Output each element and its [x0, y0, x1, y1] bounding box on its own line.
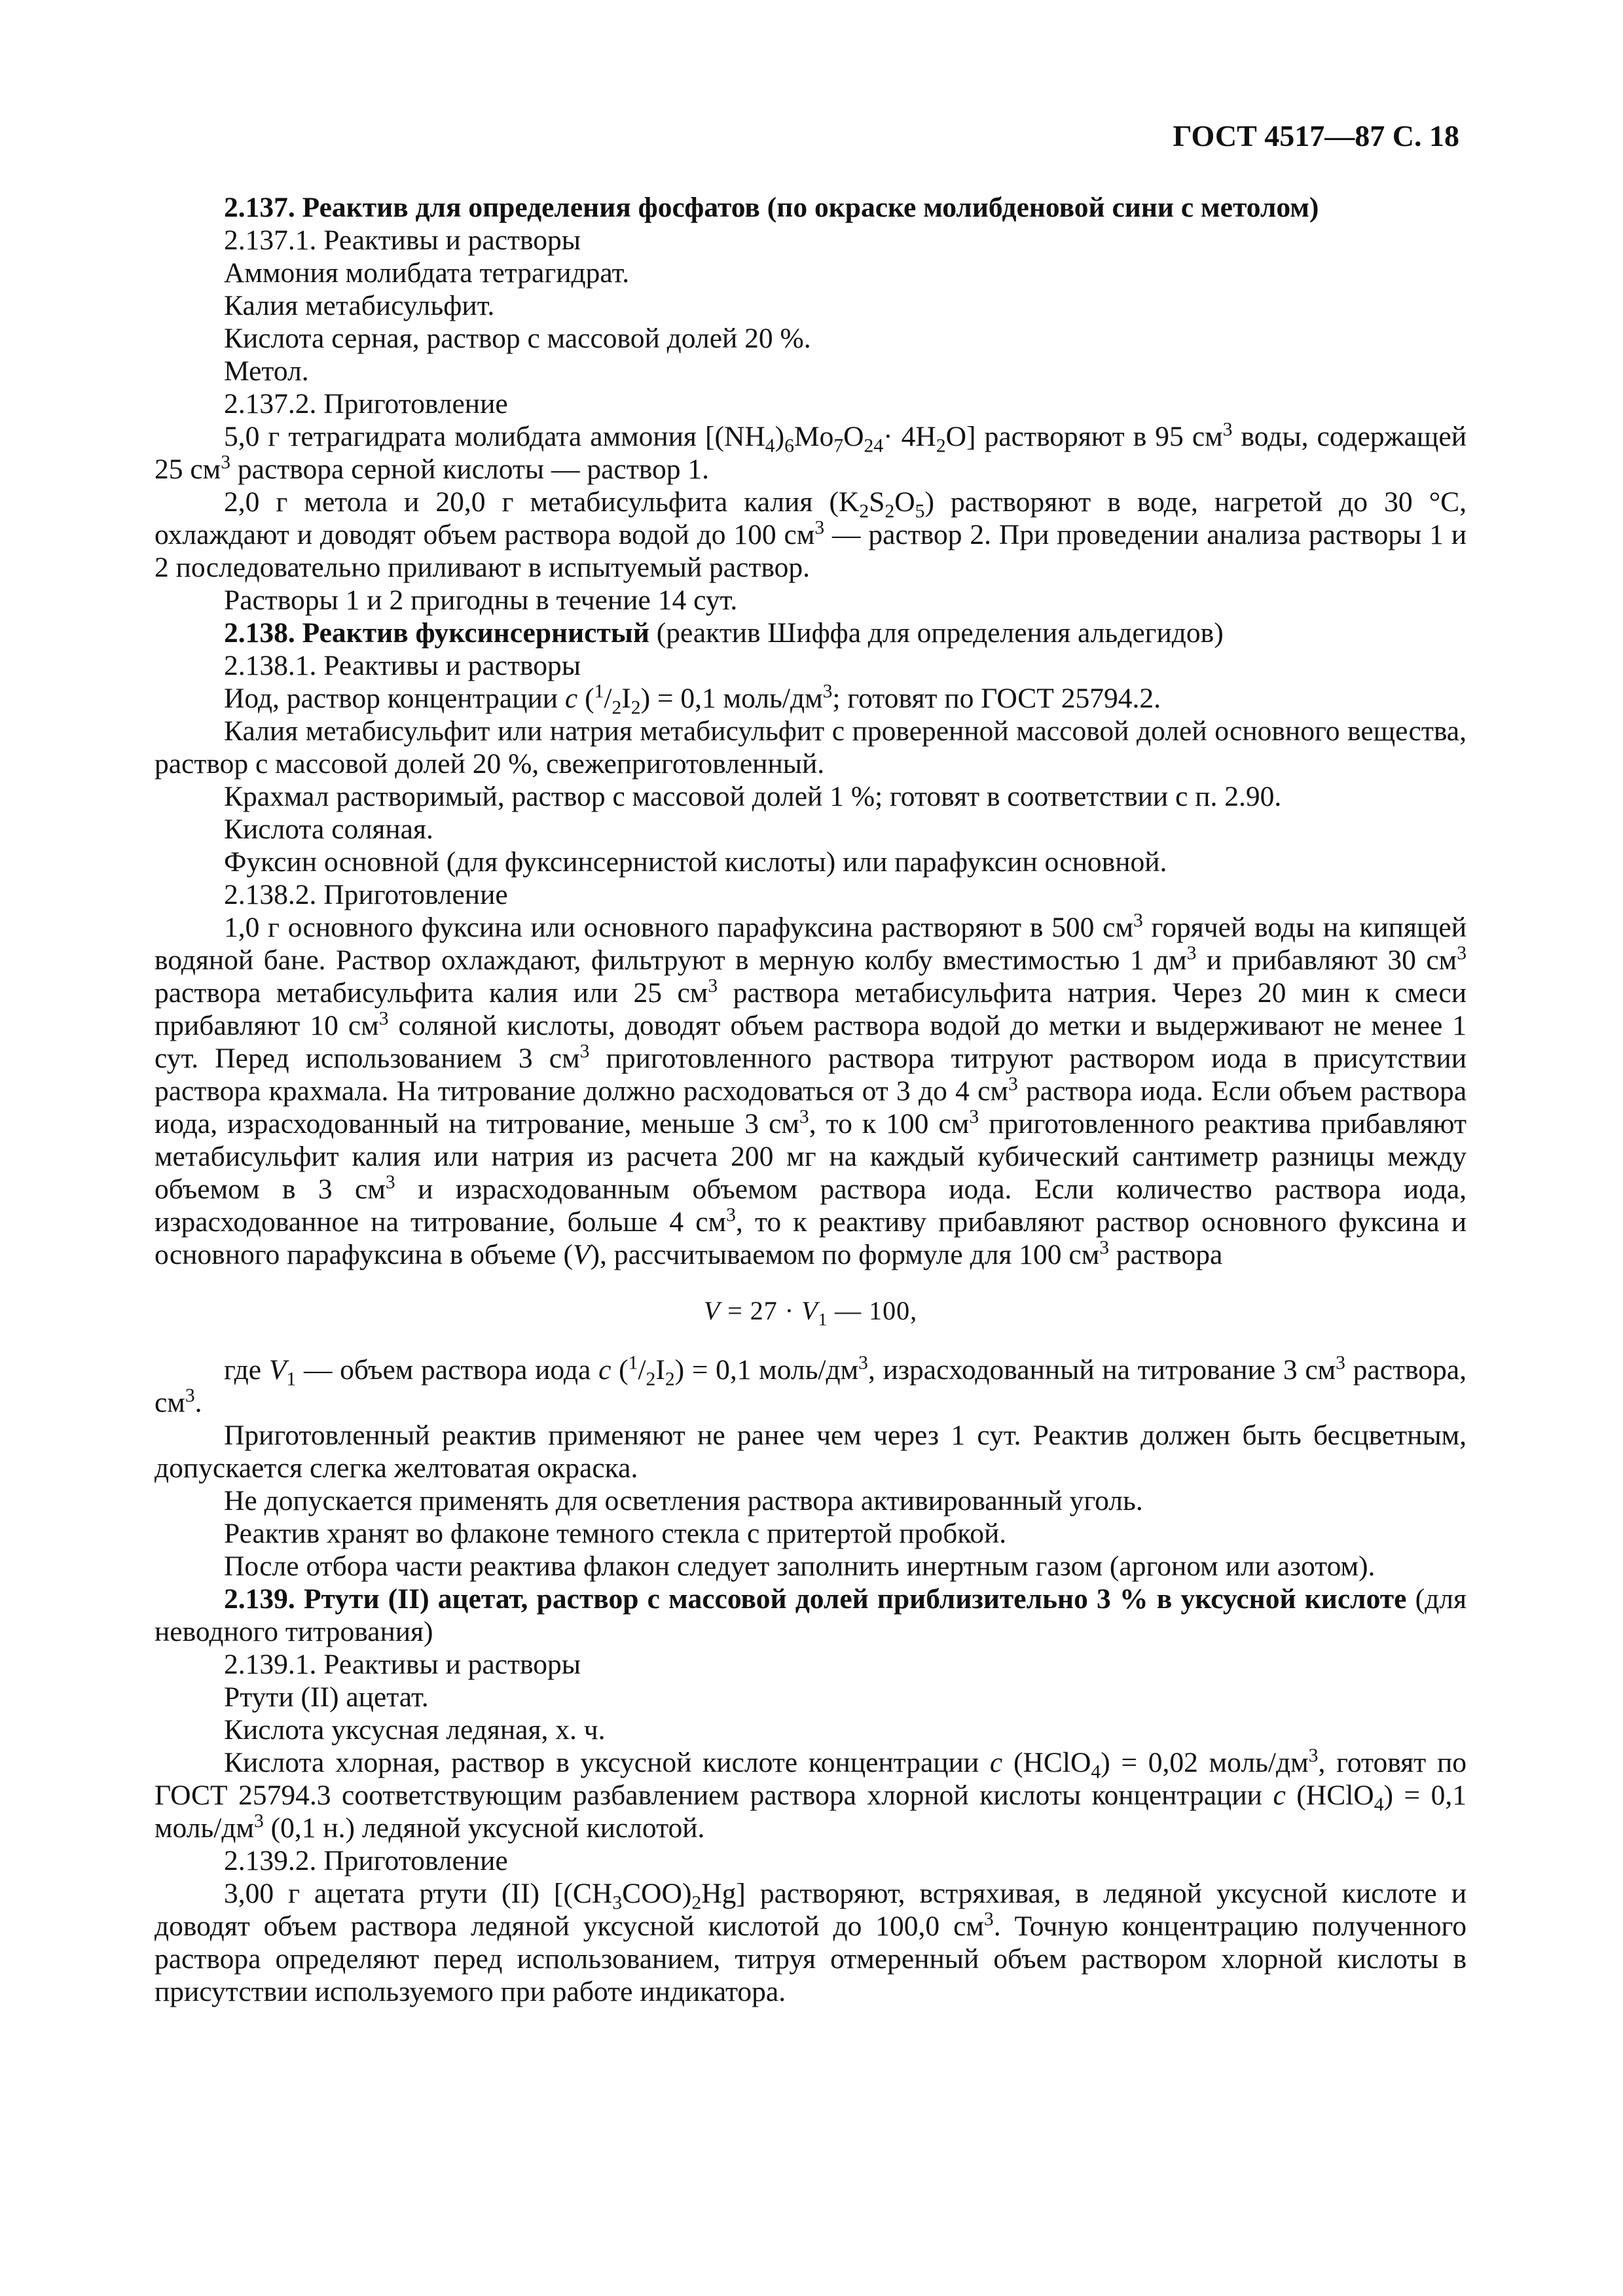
reagent-item: Кислота хлорная, раствор в уксусной кислоте концентрации c (HClO$_4$) = 0,02 моль/$дм^3$, готовят по ГОСТ 25794.3 соответствующим разбавлением раствора хлорной кислоты концентрации c (HClO$_4$) = 0,1 моль/$дм^3$ (0,1 н.) ледяной уксусной кислотой.	[155, 1745, 1467, 1844]
section-2138-title: 2.138. Реактив фуксинсернистый (реактив Шиффа для определения альдегидов)	[224, 617, 1224, 649]
paragraph: 1,0 г основного фуксина или основного парафуксина растворяют в 500 $см^3$ горячей воды на кипящей водяной бане. Раствор охлаждают, фильтруют в мерную колбу вместимостью 1 $дм^3$ и прибавляют 30 $см^3$ раствора метабисульфита калия или 25 $см^3$ раствора метабисульфита натрия. Через 20 мин к смеси прибавляют 10 $см^3$ соляной кислоты, доводят объем раствора водой до метки и выдерживают не менее 1 сут. Перед использованием 3 $см^3$ приготовленного раствора титруют раствором иода в присутствии раствора крахмала. На титрование должно расходоваться от 3 до 4 $см^3$ раствора иода. Если объем раствора иода, израсходованный на титрование, меньше 3 $см^3$, то к 100 $см^3$ приготовленного реактива прибавляют метабисульфит калия или натрия из расчета 200 мг на каждый кубический сантиметр разницы между объемом в 3 $см^3$ и израсходованным объемом раствора иода. Если количество раствора иода, израсходованное на титрование, больше 4 $см^3$, то к реактиву прибавляют раствор основного фуксина и основного парафуксина в объеме (V), рассчитываемом по формуле для 100 $см^3$ раствора	[155, 910, 1467, 1270]
paragraph: После отбора части реактива флакон следует заполнить инертным газом (аргоном или азотом).	[224, 1551, 1376, 1582]
section-2138-1-heading: 2.138.1. Реактивы и растворы	[224, 650, 581, 681]
section-2137-title: 2.137. Реактив для определения фосфатов (по окраске молибденовой сини с метолом)	[224, 192, 1319, 223]
reagent-item: Калия метабисульфит или натрия метабисульфит с проверенной массовой долей основного вещества, раствор с массовой долей 20 %, свежеприготовленный.	[155, 715, 1467, 780]
section-2138-2-heading: 2.138.2. Приготовление	[224, 879, 508, 910]
formula: $V = 27 \cdot V_1$ — 100,	[703, 1296, 918, 1329]
reagent-item: Ртути (II) ацетат.	[224, 1681, 429, 1713]
paragraph: 3,00 г ацетата ртути (II) $[(CH_3COO)_2Hg]$ растворяют, встряхивая, в ледяной уксусной кислоте и доводят объем раствора ледяной уксусной кислотой до 100,0 $см^3$. Точную концентрацию полученного раствора определяют перед использованием, титруя отмеренный объем раствором хлорной кислоты в присутствии используемого при работе индикатора.	[155, 1878, 1467, 2007]
paragraph: Приготовленный реактив применяют не ранее чем через 1 сут. Реактив должен быть бесцветным, допускается слегка желтоватая окраска.	[155, 1420, 1467, 1484]
reagent-item: Кислота соляная.	[224, 814, 433, 845]
reagent-item: Аммония молибдата тетрагидрат.	[224, 257, 630, 289]
reagent-item: Кислота серная, раствор с массовой долей 20 %.	[224, 323, 811, 354]
reagent-item: Иод, раствор концентрации c $(^1/_2I_2) = 0,1$ моль/$дм^3$; готовят по ГОСТ 25794.2.	[224, 681, 1161, 719]
section-2137-2-heading: 2.137.2. Приготовление	[224, 388, 508, 420]
paragraph: Растворы 1 и 2 пригодны в течение 14 сут.	[224, 584, 738, 616]
page-header: ГОСТ 4517—87 С. 18	[1173, 119, 1459, 152]
paragraph: 5,0 г тетрагидрата молибдата аммония $[(NH_4)_6Mo_7O_{24}\cdot 4H_2O]$ растворяют в 95 $см^3$ воды, содержащей 25 $см^3$ раствора серной кислоты — раствор 1.	[155, 419, 1467, 485]
paragraph: Не допускается применять для осветления раствора активированный уголь.	[224, 1485, 1143, 1516]
section-2137-1-heading: 2.137.1. Реактивы и растворы	[224, 224, 581, 256]
reagent-item: Кислота уксусная ледяная, х. ч.	[224, 1714, 606, 1746]
reagent-item: Калия метабисульфит.	[224, 290, 495, 321]
section-2139-title: 2.139. Ртути (II) ацетат, раствор с массовой долей приблизительно 3 % в уксусной кислоте (для неводного титрования)	[155, 1583, 1467, 1647]
paragraph: 2,0 г метола и 20,0 г метабисульфита калия $(K_2S_2O_5)$ растворяют в воде, нагретой до 30 °С, охлаждают и доводят объем раствора водой до 100 $см^3$ — раствор 2. При проведении анализа растворы 1 и 2 последовательно приливают в испытуемый раствор.	[155, 486, 1467, 583]
paragraph: Реактив хранят во флаконе темного стекла с притертой пробкой.	[224, 1518, 1007, 1549]
paragraph: где $V_1$ — объем раствора иода c $(^1/_2I_2) = 0,1$ моль/$дм^3$, израсходованный на титрование 3 $см^3$ раствора, $см^3$.	[155, 1352, 1467, 1418]
reagent-item: Фуксин основной (для фуксинсернистой кислоты) или парафуксин основной.	[224, 846, 1167, 878]
reagent-item: Крахмал растворимый, раствор с массовой долей 1 %; готовят в соответствии с п. 2.90.	[224, 781, 1282, 812]
reagent-item: Метол.	[224, 355, 309, 387]
section-2139-2-heading: 2.139.2. Приготовление	[224, 1845, 508, 1876]
section-2139-1-heading: 2.139.1. Реактивы и растворы	[224, 1649, 581, 1680]
document-body	[155, 191, 1467, 2008]
